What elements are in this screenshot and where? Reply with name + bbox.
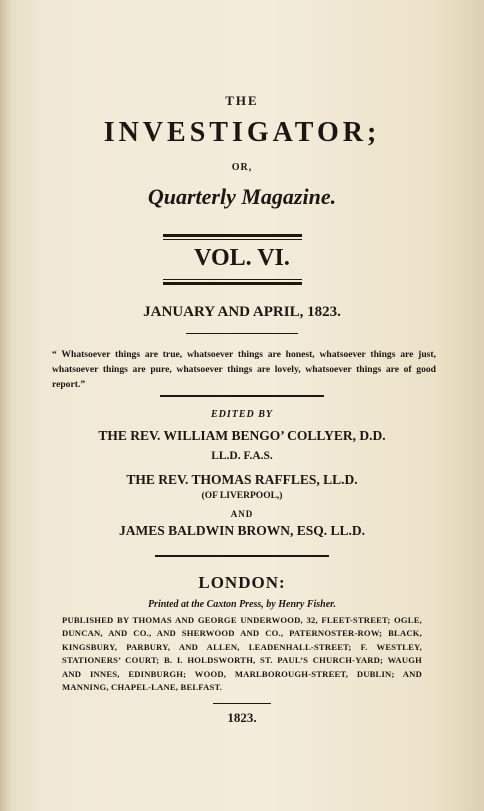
rule-volume-bottom-thick [163,282,302,285]
editor-name: THE REV. WILLIAM BENGO’ COLLYER, D.D. [98,428,386,443]
editor-name: THE REV. THOMAS RAFFLES, LL.D. [126,472,358,487]
journal-title: INVESTIGATOR; [103,117,381,148]
editors-and: AND [230,509,254,519]
publishers-list: PUBLISHED BY THOMAS AND GEORGE UNDERWOOD, 32, FLEET-STREET; OGLE, DUNCAN, AND CO., AND SHERWOOD AND CO., PATERNOSTER-ROW; BLACK, KINGSBURY, PARBURY, AND ALLEN, LEADENHALL-STREET; F. WESTLEY, STATIONERS’ COURT; B. I. HOLDSWORTH, ST. PAUL’S CHURCH-YARD; WAUGH AND INNES, EDINBURGH; WOOD, MARLBOROUGH-STREET, DUBLIN; AND MANNING, CHAPEL-LANE, BELFAST. [62,615,422,693]
editor-credentials: (OF LIVERPOOL,) [201,491,283,501]
title-article: THE [225,93,259,108]
volume-number: VOL. VI. [194,245,290,271]
publication-year: 1823. [227,710,257,725]
edited-by-label: EDITED BY [210,409,274,420]
journal-subtitle: Quarterly Magazine. [147,184,337,209]
epigraph-quote: “ Whatsoever things are true, whatsoever things are honest, whatsoever things are just, whatsoever things are pure, whatsoever things are lovely, whatsoever things are of good report.” [52,349,436,390]
editor-name: JAMES BALDWIN BROWN, ESQ. LL.D. [118,523,366,538]
rule-year [213,703,271,704]
imprint-city: LONDON: [198,573,286,592]
rule-volume-bottom-thin [163,279,302,280]
editor-credentials: LL.D. F.A.S. [211,450,273,462]
title-or: OR, [231,162,253,173]
rule-editors [155,555,329,557]
rule-volume-top-thick [163,234,302,237]
rule-quote [160,395,324,397]
rule-dates [186,333,298,334]
rule-volume-top-thin [163,239,302,240]
issue-dates: JANUARY AND APRIL, 1823. [143,304,341,320]
printer-line: Printed at the Caxton Press, by Henry Fisher. [147,599,337,610]
